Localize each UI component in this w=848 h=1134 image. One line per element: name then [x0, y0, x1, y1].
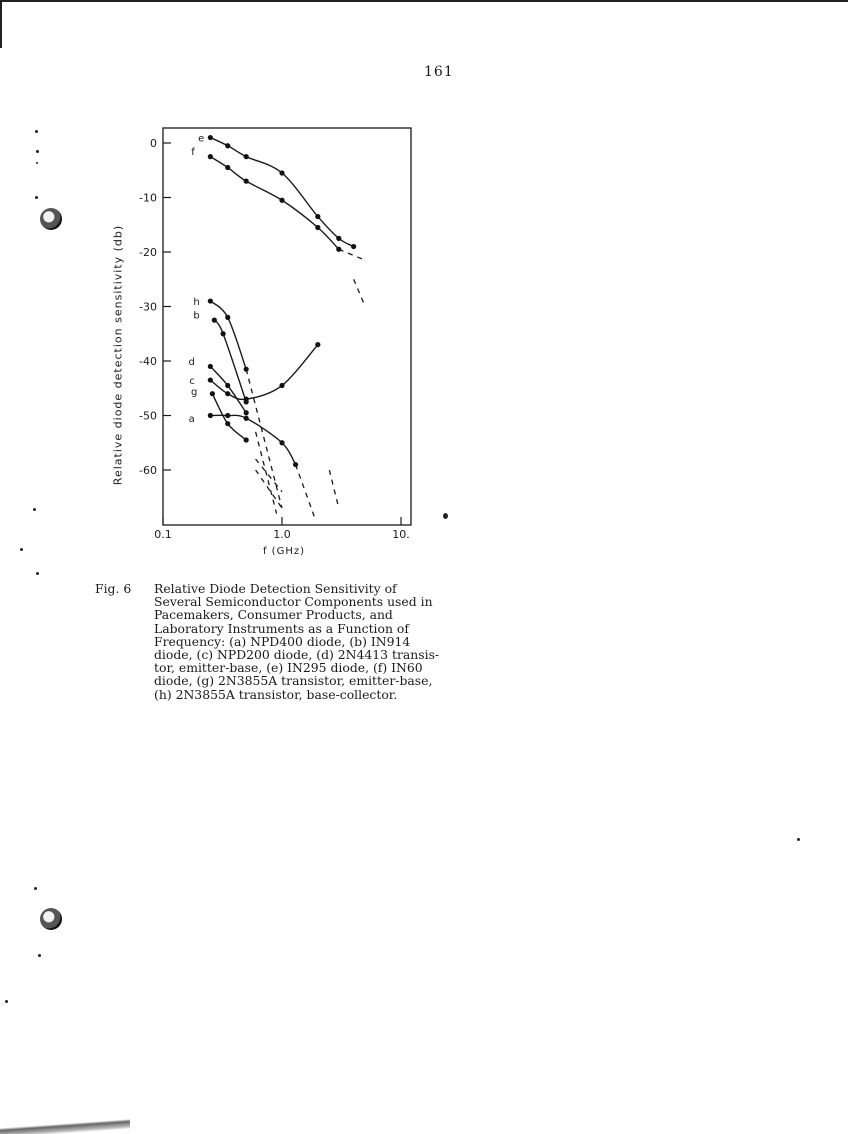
y-tick-label: -50	[139, 409, 157, 423]
data-point-f	[225, 165, 230, 170]
curve-label-b: b	[193, 310, 200, 322]
curve-a	[210, 415, 295, 464]
curve-f	[210, 157, 338, 250]
data-point-a	[208, 413, 213, 418]
y-tick-label: -20	[139, 246, 157, 259]
curve-d	[210, 366, 246, 412]
curve-b-extrapolation	[256, 432, 277, 514]
curve-label-c: c	[189, 376, 195, 388]
data-point-f	[208, 154, 213, 159]
data-point-e	[208, 135, 213, 140]
y-axis-label: Relative diode detection sensitivity (db)	[111, 224, 125, 486]
scan-speck	[5, 1000, 8, 1003]
scan-smudge	[0, 1118, 130, 1134]
plot-frame	[163, 128, 411, 525]
data-point-f	[315, 225, 320, 230]
data-point-a	[244, 416, 249, 421]
data-point-f	[244, 179, 249, 184]
data-point-c	[208, 377, 213, 382]
scan-speck	[33, 508, 36, 511]
x-tick-label: 0.1	[154, 528, 172, 541]
data-point-e	[244, 154, 249, 159]
y-axis-ticks	[139, 137, 171, 477]
curve-label-d: d	[188, 357, 195, 368]
curve-label-f: f	[191, 147, 195, 159]
data-point-a	[279, 440, 284, 445]
data-point-e	[336, 236, 341, 241]
data-point-c	[225, 391, 230, 396]
data-point-e	[351, 244, 356, 249]
data-point-g	[225, 421, 230, 426]
curve-e-extrapolation	[354, 279, 366, 306]
curve-c-extrapolation	[329, 470, 338, 508]
curve-letter-labels	[188, 134, 204, 426]
curve-f-extrapolation	[339, 249, 365, 260]
y-tick-label: 0	[150, 137, 157, 150]
x-axis-label: f (GHz)	[262, 546, 306, 557]
data-point-g	[244, 437, 249, 442]
scan-speck	[35, 130, 38, 133]
data-point-b	[221, 331, 226, 336]
curve-label-h: h	[193, 297, 200, 309]
scan-speck	[35, 196, 38, 199]
curve-c	[210, 345, 317, 400]
curve-label-g: g	[190, 386, 198, 398]
x-tick-label: 1.0	[273, 528, 291, 541]
data-point-d	[225, 383, 230, 388]
data-markers	[208, 135, 356, 467]
scan-speck	[443, 513, 448, 519]
caption-label: Fig. 6	[95, 581, 132, 596]
scan-speck	[36, 572, 39, 575]
data-point-h	[244, 367, 249, 372]
curve-h	[210, 301, 246, 369]
y-tick-label: -60	[139, 464, 157, 477]
caption-text: Relative Diode Detection Sensitivity of Several Semiconductor Components used in Pacemakers, Consumer Products, and Laboratory Instruments as a Function of Frequency: (a) NPD400 diode, (b) IN914 diode, (c) NPD200 diode, (d) 2N4413 transis- tor, emitter-base, (e) IN295 diode, (f) IN60 diode, (g) 2N3855A transistor, emitter-base, (h) 2N3855A transistor, base-collector.	[154, 581, 440, 702]
data-point-a	[225, 413, 230, 418]
data-point-e	[279, 170, 284, 175]
scan-speck	[20, 548, 23, 551]
data-point-h	[225, 315, 230, 320]
scan-speck	[797, 838, 800, 841]
scan-speck	[38, 954, 41, 957]
data-point-e	[315, 214, 320, 219]
page-number: 161	[424, 64, 454, 80]
curve-label-e: e	[198, 133, 205, 145]
y-tick-label: -40	[139, 355, 157, 368]
data-point-b	[212, 318, 217, 323]
data-point-c	[279, 383, 284, 388]
data-point-g	[210, 391, 215, 396]
scan-speck	[36, 150, 39, 153]
data-point-d	[208, 364, 213, 369]
data-point-e	[225, 143, 230, 148]
data-point-f	[279, 198, 284, 203]
data-point-h	[208, 298, 213, 303]
binder-hole-bottom	[40, 908, 62, 930]
y-tick-label: -30	[139, 300, 157, 314]
y-tick-label: -10	[139, 191, 157, 205]
scan-speck	[36, 162, 38, 164]
data-point-d	[244, 410, 249, 415]
data-point-c	[315, 342, 320, 347]
curve-a-extrapolation	[296, 465, 316, 520]
curve-d-extrapolation	[256, 459, 282, 492]
data-point-a	[293, 462, 298, 467]
data-point-c	[244, 397, 249, 402]
data-point-f	[336, 247, 341, 252]
curves	[210, 138, 365, 520]
x-axis-ticks	[154, 517, 410, 541]
binder-hole-top	[40, 208, 62, 230]
scan-speck	[34, 887, 37, 890]
curve-e	[210, 138, 353, 247]
curve-label-a: a	[188, 414, 195, 426]
x-tick-label: 10.	[392, 528, 410, 541]
